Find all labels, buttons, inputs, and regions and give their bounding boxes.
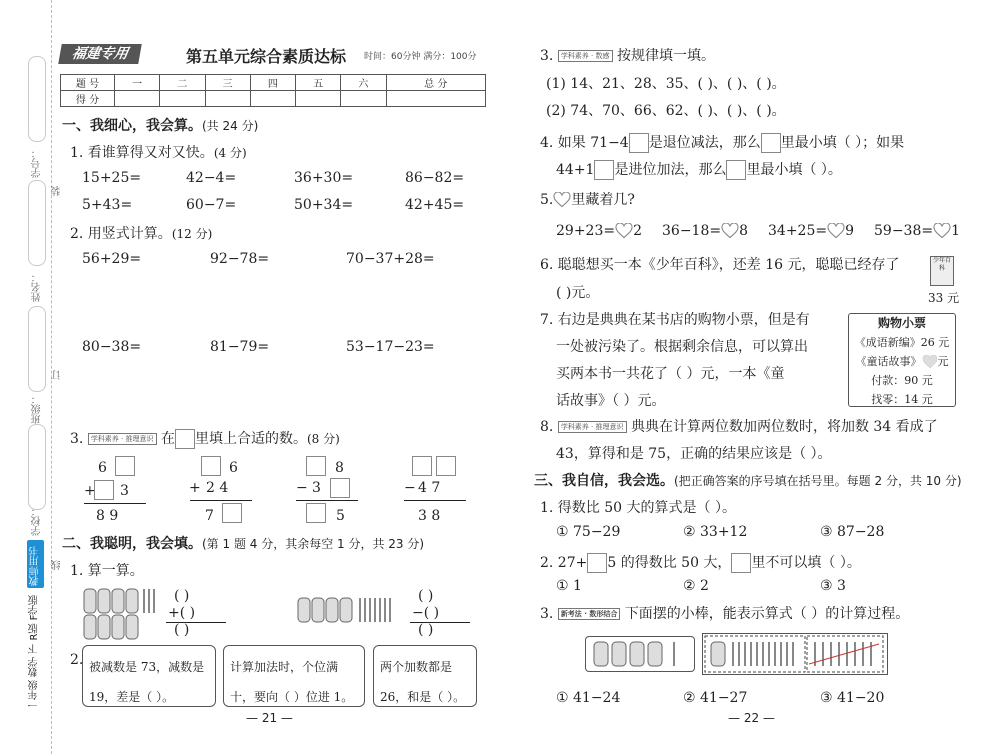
digit: 6 bbox=[229, 460, 238, 476]
answer-box[interactable] bbox=[412, 456, 432, 476]
shopping-receipt bbox=[848, 313, 956, 407]
question-number: 5. bbox=[540, 192, 554, 208]
vertical-calc-4: 80−38= bbox=[82, 339, 142, 355]
equation: 34+25= bbox=[768, 223, 828, 239]
answer-box[interactable] bbox=[726, 160, 746, 180]
question-text: 典典在计算两位数加两位数时，将加数 34 看成了 bbox=[630, 419, 938, 435]
score-header-cell: 二 bbox=[160, 75, 205, 91]
vertical-calc-5: 81−79= bbox=[210, 339, 270, 355]
equation-line bbox=[296, 500, 358, 501]
oral-calc-5: 5+43= bbox=[82, 197, 133, 213]
oral-calc-7: 50+34= bbox=[294, 197, 354, 213]
exam-meta: 时间：60分钟 满分：100分 bbox=[364, 52, 477, 62]
oral-calc-3: 36+30= bbox=[294, 170, 354, 186]
score-cell[interactable] bbox=[296, 91, 341, 107]
equation: 29+23= bbox=[556, 223, 616, 239]
heart-equation-1[interactable] bbox=[556, 223, 642, 239]
section-title: 三、我自信，我会选。 bbox=[534, 473, 674, 489]
operator: + bbox=[189, 480, 201, 496]
answer-box[interactable] bbox=[115, 456, 135, 476]
heart-icon bbox=[553, 192, 571, 208]
bundled-sticks-illustration bbox=[296, 596, 406, 624]
literacy-tag: 学科素养 · 推理意识 bbox=[88, 433, 157, 445]
answer-box[interactable] bbox=[436, 456, 456, 476]
fill-card-difference[interactable]: 被减数是 73，减数是 19，差是（ ）。 bbox=[82, 645, 216, 707]
text: 5 的得数比 50 大， bbox=[607, 555, 732, 571]
equation-slot[interactable]: −( ) bbox=[412, 605, 440, 621]
receipt-item: 《童话故事》 bbox=[855, 355, 922, 368]
vertical-calc-3: 70−37+28= bbox=[346, 251, 435, 267]
edition-info bbox=[27, 540, 45, 710]
score-table-score-row bbox=[61, 91, 486, 107]
operator: − bbox=[296, 480, 308, 496]
question-number: 8. bbox=[540, 419, 554, 435]
digit: 1 bbox=[951, 223, 961, 239]
heart-equation-4[interactable] bbox=[874, 223, 960, 239]
binding-strip bbox=[0, 0, 63, 754]
question-5 bbox=[540, 189, 635, 209]
choice-option[interactable]: ① 41−24 bbox=[556, 690, 621, 706]
receipt-line: 《成语新编》26 元 bbox=[854, 336, 950, 349]
digits: 4 7 bbox=[418, 480, 441, 496]
literacy-tag: 学科素养 · 推理意识 bbox=[558, 421, 627, 433]
answer-box[interactable] bbox=[629, 133, 649, 153]
question-6-line-1: 6. 聪聪想买一本《少年百科》，还差 16 元，聪聪已经存了 bbox=[540, 257, 900, 273]
score-header-cell: 六 bbox=[341, 75, 386, 91]
class-label: 班级： bbox=[32, 394, 43, 424]
question-note: (4 分) bbox=[213, 146, 247, 160]
receipt-unit: 元 bbox=[937, 355, 949, 368]
result: 3 8 bbox=[418, 508, 441, 524]
equation-line bbox=[404, 500, 466, 501]
choice-option[interactable]: ② 33+12 bbox=[683, 524, 748, 540]
school-box[interactable] bbox=[28, 424, 46, 510]
receipt-line-stained bbox=[849, 352, 955, 371]
student-id-box[interactable] bbox=[28, 56, 46, 142]
choice-question-1: 1. 得数比 50 大的算式是（ ）。 bbox=[540, 500, 736, 516]
question-7-line-2: 一处被污染了。根据剩余信息，可以算出 bbox=[556, 339, 808, 355]
question-number: 3. bbox=[540, 606, 554, 622]
question-text: 里藏着几? bbox=[571, 192, 635, 208]
oral-calc-8: 42+45= bbox=[405, 197, 465, 213]
question-4-line-1 bbox=[540, 132, 904, 153]
equation-line bbox=[190, 500, 252, 501]
answer-box[interactable] bbox=[594, 160, 614, 180]
school-label: 学校： bbox=[32, 506, 43, 536]
question-8-line-2[interactable]: 43，算得和是 75，正确的结果应该是（ ）。 bbox=[556, 446, 832, 462]
question-label: 2. 用竖式计算。 bbox=[70, 226, 172, 242]
heart-icon bbox=[933, 223, 951, 239]
question-7-line-3[interactable]: 买两本书一共花了（ ）元，一本《童 bbox=[556, 366, 785, 382]
question-1-3: 3. 学科素养 · 推理意识 在 里填上合适的数。(8 分) bbox=[70, 431, 340, 447]
question-6-answer[interactable]: ( )元。 bbox=[556, 285, 600, 301]
score-cell[interactable] bbox=[205, 91, 250, 107]
answer-box[interactable] bbox=[731, 553, 751, 573]
vertical-calc-1: 56+29= bbox=[82, 251, 142, 267]
choice-option[interactable]: ③ 3 bbox=[820, 578, 846, 594]
vertical-calc-2: 92−78= bbox=[210, 251, 270, 267]
answer-box[interactable] bbox=[330, 478, 350, 498]
oral-calc-1: 15+25= bbox=[82, 170, 142, 186]
answer-box[interactable] bbox=[94, 480, 114, 500]
vertical-calc-6: 53−17−23= bbox=[346, 339, 435, 355]
question-3 bbox=[540, 45, 715, 65]
cut-mark-zhuang: 装 bbox=[52, 186, 63, 196]
equation-slot[interactable]: +( ) bbox=[168, 605, 196, 621]
receipt-line: 付款：90 元 bbox=[871, 374, 933, 387]
score-cell[interactable] bbox=[115, 91, 160, 107]
digit: 6 bbox=[98, 460, 107, 476]
stain-icon bbox=[922, 355, 938, 369]
equation-slot[interactable]: ( ) bbox=[174, 588, 190, 604]
page-number-right: — 22 — bbox=[728, 711, 775, 725]
cut-mark-xian: 线 bbox=[52, 560, 63, 570]
section-3-heading bbox=[534, 470, 962, 490]
heart-icon bbox=[827, 223, 845, 239]
question-1-2 bbox=[70, 223, 212, 243]
question-7-line-4[interactable]: 话故事》（ ）元。 bbox=[556, 393, 666, 409]
class-box[interactable] bbox=[28, 306, 46, 392]
literacy-tag: 学科素养 · 数感 bbox=[558, 50, 613, 62]
section-2-heading bbox=[62, 533, 424, 553]
score-header-cell: 题 号 bbox=[61, 75, 115, 91]
fill-card-sum[interactable]: 两个加数都是 26，和是（ ）。 bbox=[373, 645, 477, 707]
student-id-label: 学号： bbox=[32, 148, 43, 178]
score-header-cell: 五 bbox=[296, 75, 341, 91]
question-text-pre: 在 bbox=[160, 431, 175, 447]
question-2-2-number: 2. bbox=[70, 652, 84, 668]
section-note: (把正确答案的序号填在括号里。每题 2 分，共 10 分) bbox=[674, 474, 962, 488]
score-header-cell: 一 bbox=[115, 75, 160, 91]
digit: 3 bbox=[312, 480, 321, 496]
name-label: 姓名： bbox=[32, 272, 43, 302]
score-header-cell: 三 bbox=[205, 75, 250, 91]
pattern-line-1[interactable]: (1) 14、21、28、35、( )、( )、( )。 bbox=[546, 76, 786, 92]
receipt-line: 找零：14 元 bbox=[871, 393, 933, 406]
choice-question-2 bbox=[540, 552, 861, 573]
pattern-line-2[interactable]: (2) 74、70、66、62、( )、( )、( )。 bbox=[546, 103, 786, 119]
text: 44+1 bbox=[556, 162, 595, 178]
choice-option[interactable]: ② 41−27 bbox=[683, 690, 748, 706]
region-badge: 福建专用 bbox=[58, 44, 142, 64]
score-table-header-row bbox=[61, 75, 486, 91]
question-7-line-1: 7. 右边是典典在某书店的购物小票，但是有 bbox=[540, 312, 810, 328]
question-8-line-1 bbox=[540, 416, 938, 436]
answer-box[interactable] bbox=[201, 456, 221, 476]
receipt-title: 购物小票 bbox=[877, 316, 926, 330]
choice-option[interactable]: ① 1 bbox=[556, 578, 582, 594]
result: 5 bbox=[336, 508, 345, 524]
section-note: (共 24 分) bbox=[202, 119, 259, 133]
text: 4. 如果 71−4 bbox=[540, 135, 629, 151]
score-cell[interactable] bbox=[386, 91, 486, 107]
question-1-1 bbox=[70, 142, 247, 162]
fill-card-carry[interactable]: 计算加法时，个位满十，要向（ ）位进 1。 bbox=[223, 645, 365, 707]
digit: 8 bbox=[335, 460, 344, 476]
equation-line bbox=[84, 503, 146, 504]
text: 里不可以填（ ）。 bbox=[751, 555, 861, 571]
choice-option[interactable]: ③ 41−20 bbox=[820, 690, 885, 706]
section-title: 二、我聪明，我会填。 bbox=[62, 536, 202, 552]
book-icon bbox=[930, 256, 954, 286]
question-text-post: 里填上合适的数。 bbox=[194, 431, 307, 447]
choice-question-3 bbox=[540, 603, 909, 623]
oral-calc-2: 42−4= bbox=[186, 170, 237, 186]
score-cell[interactable] bbox=[341, 91, 386, 107]
digit: 8 bbox=[739, 223, 749, 239]
heart-icon bbox=[615, 223, 633, 239]
section-note: (第 1 题 4 分，其余每空 1 分，共 23 分) bbox=[202, 537, 425, 551]
answer-box[interactable] bbox=[761, 133, 781, 153]
heart-equation-2[interactable] bbox=[662, 223, 748, 239]
answer-box[interactable] bbox=[306, 503, 326, 523]
heart-icon bbox=[721, 223, 739, 239]
equation: 36−18= bbox=[662, 223, 722, 239]
digit: 9 bbox=[845, 223, 855, 239]
score-cell[interactable] bbox=[160, 91, 205, 107]
text: 里最小填（ ）。 bbox=[746, 162, 842, 178]
equation-slot[interactable]: ( ) bbox=[174, 622, 190, 638]
oral-calc-6: 60−7= bbox=[186, 197, 237, 213]
digit: 2 bbox=[633, 223, 643, 239]
question-note: (8 分) bbox=[306, 432, 340, 446]
answer-box[interactable] bbox=[222, 503, 242, 523]
crossed-sticks-illustration bbox=[703, 634, 887, 674]
page-title: 第五单元综合素质达标 bbox=[186, 47, 347, 66]
new-test-tag: 新考法 · 数形结合 bbox=[558, 608, 621, 620]
equation-slot[interactable]: ( ) bbox=[418, 622, 434, 638]
choice-option[interactable]: ① 75−29 bbox=[556, 524, 621, 540]
question-note: (12 分) bbox=[171, 227, 213, 241]
cut-mark-ding: 订 bbox=[52, 370, 63, 380]
name-box[interactable] bbox=[28, 180, 46, 266]
equation: 59−38= bbox=[874, 223, 934, 239]
text: 2. 27+ bbox=[540, 555, 588, 571]
score-table bbox=[60, 74, 486, 107]
question-label: 1. 看谁算得又对又快。 bbox=[70, 145, 214, 161]
edition-text: 一年级 数学 下 R版 F学版 bbox=[29, 594, 40, 710]
question-4-line-2 bbox=[556, 159, 842, 180]
digit: 3 bbox=[120, 483, 129, 499]
operator: + bbox=[84, 483, 96, 499]
sticks-group-right bbox=[702, 633, 888, 675]
oral-calc-4: 86−82= bbox=[405, 170, 465, 186]
operator: − bbox=[404, 480, 416, 496]
bundled-sticks-illustration bbox=[82, 585, 162, 640]
choice-option[interactable]: ③ 87−28 bbox=[820, 524, 885, 540]
score-header-cell: 总 分 bbox=[386, 75, 486, 91]
score-cell[interactable] bbox=[250, 91, 295, 107]
equation-slot[interactable]: ( ) bbox=[418, 588, 434, 604]
book-price: 33 元 bbox=[928, 291, 960, 305]
text: 是进位加法，那么 bbox=[614, 162, 727, 178]
section-title: 一、我细心，我会算。 bbox=[62, 118, 202, 134]
answer-box[interactable] bbox=[587, 553, 607, 573]
digits: 2 4 bbox=[206, 480, 229, 496]
choice-option[interactable]: ② 2 bbox=[683, 578, 709, 594]
book-title: 少年百科 bbox=[932, 257, 951, 272]
score-header-cell: 四 bbox=[250, 75, 295, 91]
text: 是退位减法，那么 bbox=[648, 135, 761, 151]
question-2-1: 1. 算一算。 bbox=[70, 563, 144, 579]
score-row-label: 得 分 bbox=[61, 91, 115, 107]
edition-tag: 教师用书 bbox=[27, 540, 44, 588]
result: 8 9 bbox=[96, 508, 119, 524]
question-text: 下面摆的小棒，能表示算式（ ）的计算过程。 bbox=[624, 606, 910, 622]
section-1-heading bbox=[62, 115, 258, 135]
answer-box[interactable] bbox=[306, 456, 326, 476]
page-number-left: — 21 — bbox=[246, 711, 293, 725]
sticks-group-left bbox=[585, 636, 695, 672]
blank-box-sample bbox=[175, 429, 195, 449]
heart-equation-3[interactable] bbox=[768, 223, 854, 239]
result: 7 bbox=[205, 508, 214, 524]
bundled-sticks-illustration bbox=[586, 637, 694, 671]
question-number: 3. bbox=[540, 48, 554, 64]
question-text: 按规律填一填。 bbox=[616, 48, 715, 64]
text: 里最小填（ ）；如果 bbox=[780, 135, 905, 151]
